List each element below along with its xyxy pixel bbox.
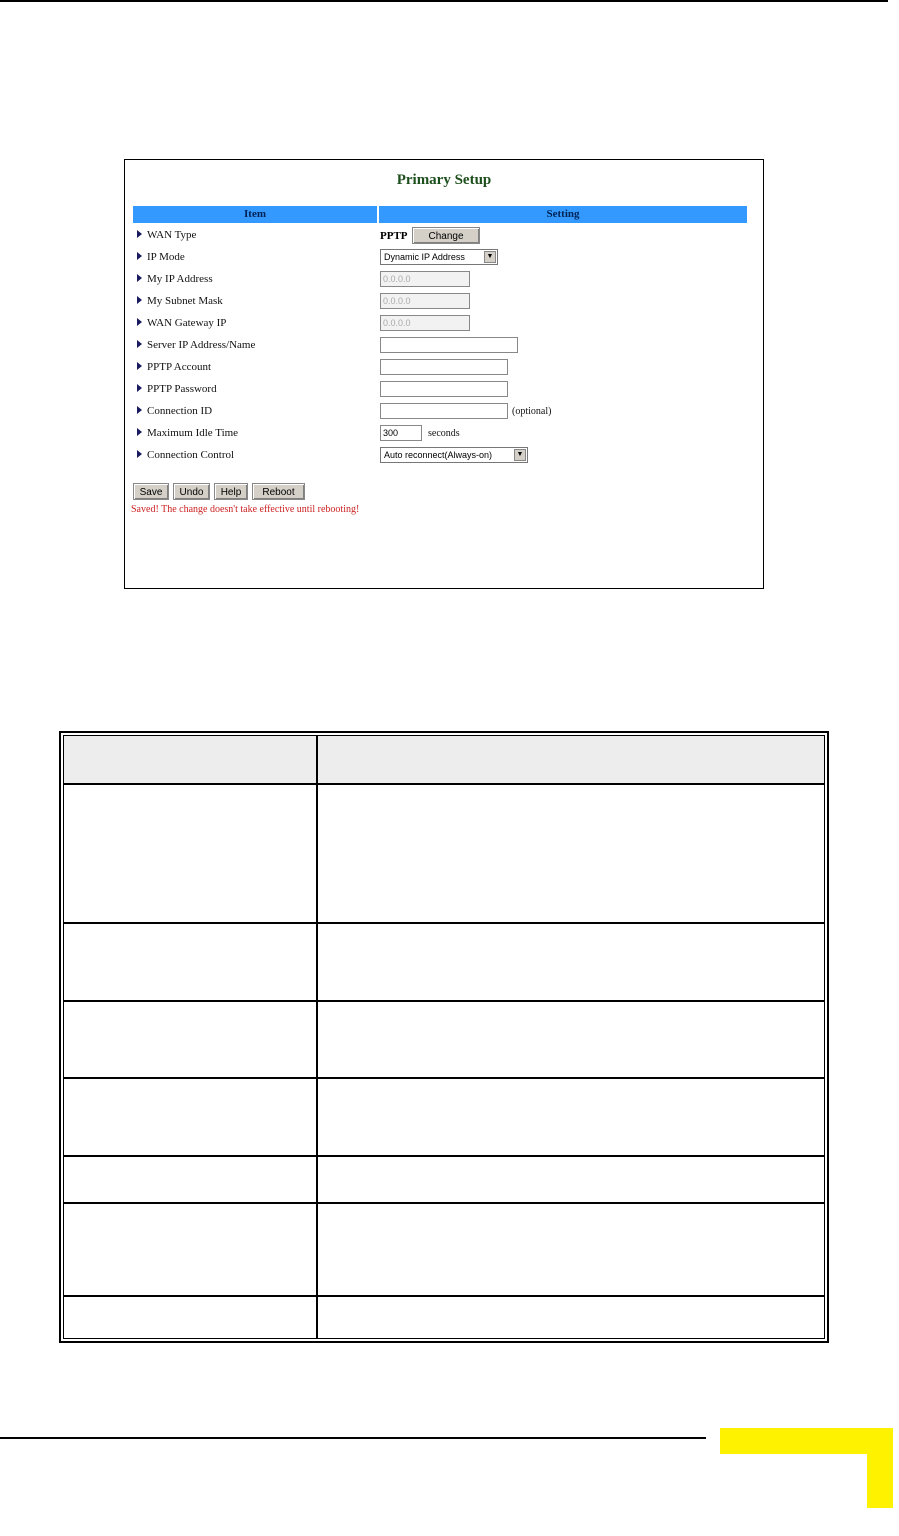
save-button[interactable]: Save	[133, 483, 169, 500]
row-server-ip	[125, 337, 763, 357]
row-subnet-mask	[125, 293, 763, 313]
help-button[interactable]: Help	[214, 483, 248, 500]
connection-id-label: Connection ID	[147, 405, 213, 417]
pptp-password-label: PPTP Password	[147, 383, 217, 395]
server-ip-label: Server IP Address/Name	[147, 339, 256, 351]
row-wan-type	[125, 227, 763, 247]
arrow-icon	[137, 274, 142, 282]
ip-mode-selected: Dynamic IP Address	[384, 252, 465, 262]
row-gateway-ip	[125, 315, 763, 335]
arrow-icon	[137, 340, 142, 348]
chevron-down-icon[interactable]: ▼	[514, 449, 526, 461]
row-ip-mode	[125, 249, 763, 269]
my-ip-input[interactable]: 0.0.0.0	[380, 271, 470, 287]
my-ip-label: My IP Address	[147, 273, 213, 285]
connection-control-label: Connection Control	[147, 449, 235, 461]
column-header-setting: Setting	[379, 206, 747, 223]
server-ip-input[interactable]	[380, 337, 518, 353]
gateway-ip-label: WAN Gateway IP	[147, 317, 227, 329]
status-message: Saved! The change doesn't take effective until rebooting!	[131, 504, 360, 515]
row-connection-control	[125, 447, 763, 467]
connection-id-input[interactable]	[380, 403, 508, 419]
corner-mark	[720, 1428, 893, 1508]
wan-type-value: PPTP	[380, 230, 408, 242]
pptp-account-input[interactable]	[380, 359, 508, 375]
pptp-account-label: PPTP Account	[147, 361, 212, 373]
description-table	[59, 731, 829, 1343]
row-divider	[64, 922, 824, 924]
arrow-icon	[137, 362, 142, 370]
row-divider	[64, 1000, 824, 1002]
row-pptp-password	[125, 381, 763, 401]
arrow-icon	[137, 450, 142, 458]
arrow-icon	[137, 296, 142, 304]
wan-type-label: WAN Type	[147, 229, 197, 241]
arrow-icon	[137, 406, 142, 414]
idle-time-input[interactable]: 300	[380, 425, 422, 441]
primary-setup-panel	[124, 159, 764, 589]
subnet-mask-label: My Subnet Mask	[147, 295, 223, 307]
bottom-rule	[0, 1437, 706, 1439]
arrow-icon	[137, 384, 142, 392]
chevron-down-icon[interactable]: ▼	[484, 251, 496, 263]
arrow-icon	[137, 428, 142, 436]
ip-mode-select[interactable]	[380, 249, 498, 265]
arrow-icon	[137, 318, 142, 326]
row-my-ip	[125, 271, 763, 291]
undo-button[interactable]: Undo	[173, 483, 210, 500]
row-divider	[64, 1077, 824, 1079]
connection-id-suffix: (optional)	[512, 406, 552, 417]
page-title: Primary Setup	[396, 172, 492, 188]
column-header-item: Item	[133, 206, 377, 223]
change-button[interactable]: Change	[412, 227, 480, 244]
ip-mode-label: IP Mode	[147, 251, 185, 263]
arrow-icon	[137, 230, 142, 238]
row-divider	[64, 783, 824, 785]
arrow-icon	[137, 252, 142, 260]
table-header-row	[64, 736, 824, 784]
pptp-password-input[interactable]	[380, 381, 508, 397]
top-rule	[0, 0, 888, 2]
column-divider	[316, 736, 318, 1338]
reboot-button[interactable]: Reboot	[252, 483, 305, 500]
row-divider	[64, 1295, 824, 1297]
gateway-ip-input[interactable]: 0.0.0.0	[380, 315, 470, 331]
idle-time-label: Maximum Idle Time	[147, 427, 239, 439]
connection-control-selected: Auto reconnect(Always-on)	[384, 450, 493, 460]
row-divider	[64, 1155, 824, 1157]
subnet-mask-input[interactable]: 0.0.0.0	[380, 293, 470, 309]
row-connection-id	[125, 403, 763, 423]
row-divider	[64, 1202, 824, 1204]
row-pptp-account	[125, 359, 763, 379]
connection-control-select[interactable]	[380, 447, 528, 463]
row-idle-time	[125, 425, 763, 445]
idle-time-suffix: seconds	[428, 428, 460, 439]
